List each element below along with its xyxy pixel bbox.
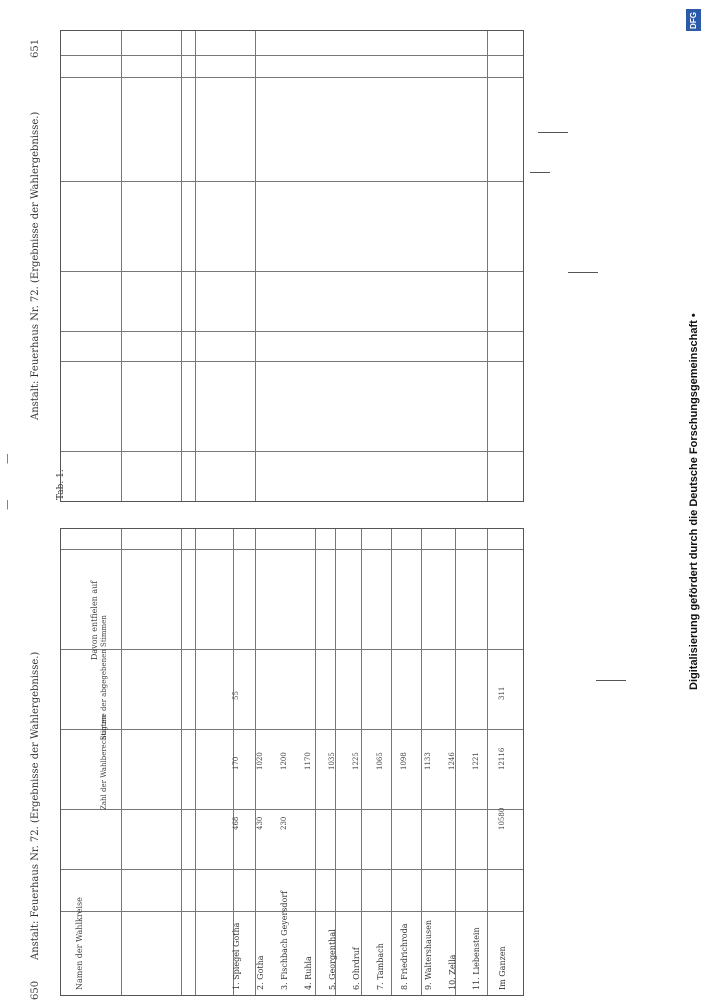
page-number-right: 651 [30,38,41,58]
totals-label: Im Ganzen [498,946,507,990]
table-row-label: 3. Fischbach Geyersdorf [280,890,289,990]
table-row-label: 8. Friedrichroda [400,923,409,990]
table-cell: 1065 [376,752,384,770]
table-cell: 1170 [304,752,312,770]
table-row-label: 1. Spiegel Gotha [232,922,241,990]
table-row-label: 2. Gotha [256,955,265,990]
table-right [60,30,524,502]
table-cell: 1221 [472,752,480,770]
table-row-label: 11. Liebenstein [472,927,481,990]
page-number-left: 650 [30,980,41,1000]
column-group-heading: Zahl der Wahlberechtigten [100,714,108,810]
table-cell: 55 [232,691,240,700]
digitization-credit: Digitalisierung gefördert durch die Deutsche Forschungsgemeinschaft • [688,313,700,690]
rule [538,132,568,133]
column-group-heading: Davon entfielen auf [90,580,99,660]
table-cell: 1098 [400,752,408,770]
table-row-label: 7. Tambach [376,943,385,990]
table-cell: 430 [256,816,264,830]
table-cell: 468 [232,816,240,830]
table-row-label: 10. Zella [448,954,457,990]
scan-mark: | [6,500,10,510]
rule [596,680,626,681]
running-header-right: Anstalt: Feuerhaus Nr. 72. (Ergebnisse der Wahlergebnisse.) [30,111,41,420]
table-row-label: 4. Ruhla [304,956,313,990]
dfg-logo-icon: DFG [686,9,701,31]
column-group-heading: Namen der Wahlkreise [75,897,84,990]
totals-cell: 10580 [498,807,506,830]
rule [530,172,550,173]
table-row-label: 6. Ohrdruf [352,947,361,990]
running-header-left: Anstalt: Feuerhaus Nr. 72. (Ergebnisse der Wahlergebnisse.) [30,651,41,960]
table-cell: 1133 [424,752,432,770]
table-label: Tab. 1. [56,469,66,500]
table-cell: 1225 [352,752,360,770]
table-row-label: 9. Waltershausen [424,920,433,990]
table-cell: 230 [280,816,288,830]
totals-cell: 311 [498,686,506,700]
scan-mark: | [6,454,10,464]
table-cell: 1020 [256,752,264,770]
rule [568,272,598,273]
table-cell: 1035 [328,752,336,770]
column-group-heading: Summe der abgegebenen Stimmen [100,615,108,740]
table-cell: 1200 [280,752,288,770]
totals-cell: 12116 [498,747,506,770]
table-row-label: 5. Georgenthal [328,929,337,990]
table-cell: 170 [232,756,240,770]
table-cell: 1246 [448,752,456,770]
